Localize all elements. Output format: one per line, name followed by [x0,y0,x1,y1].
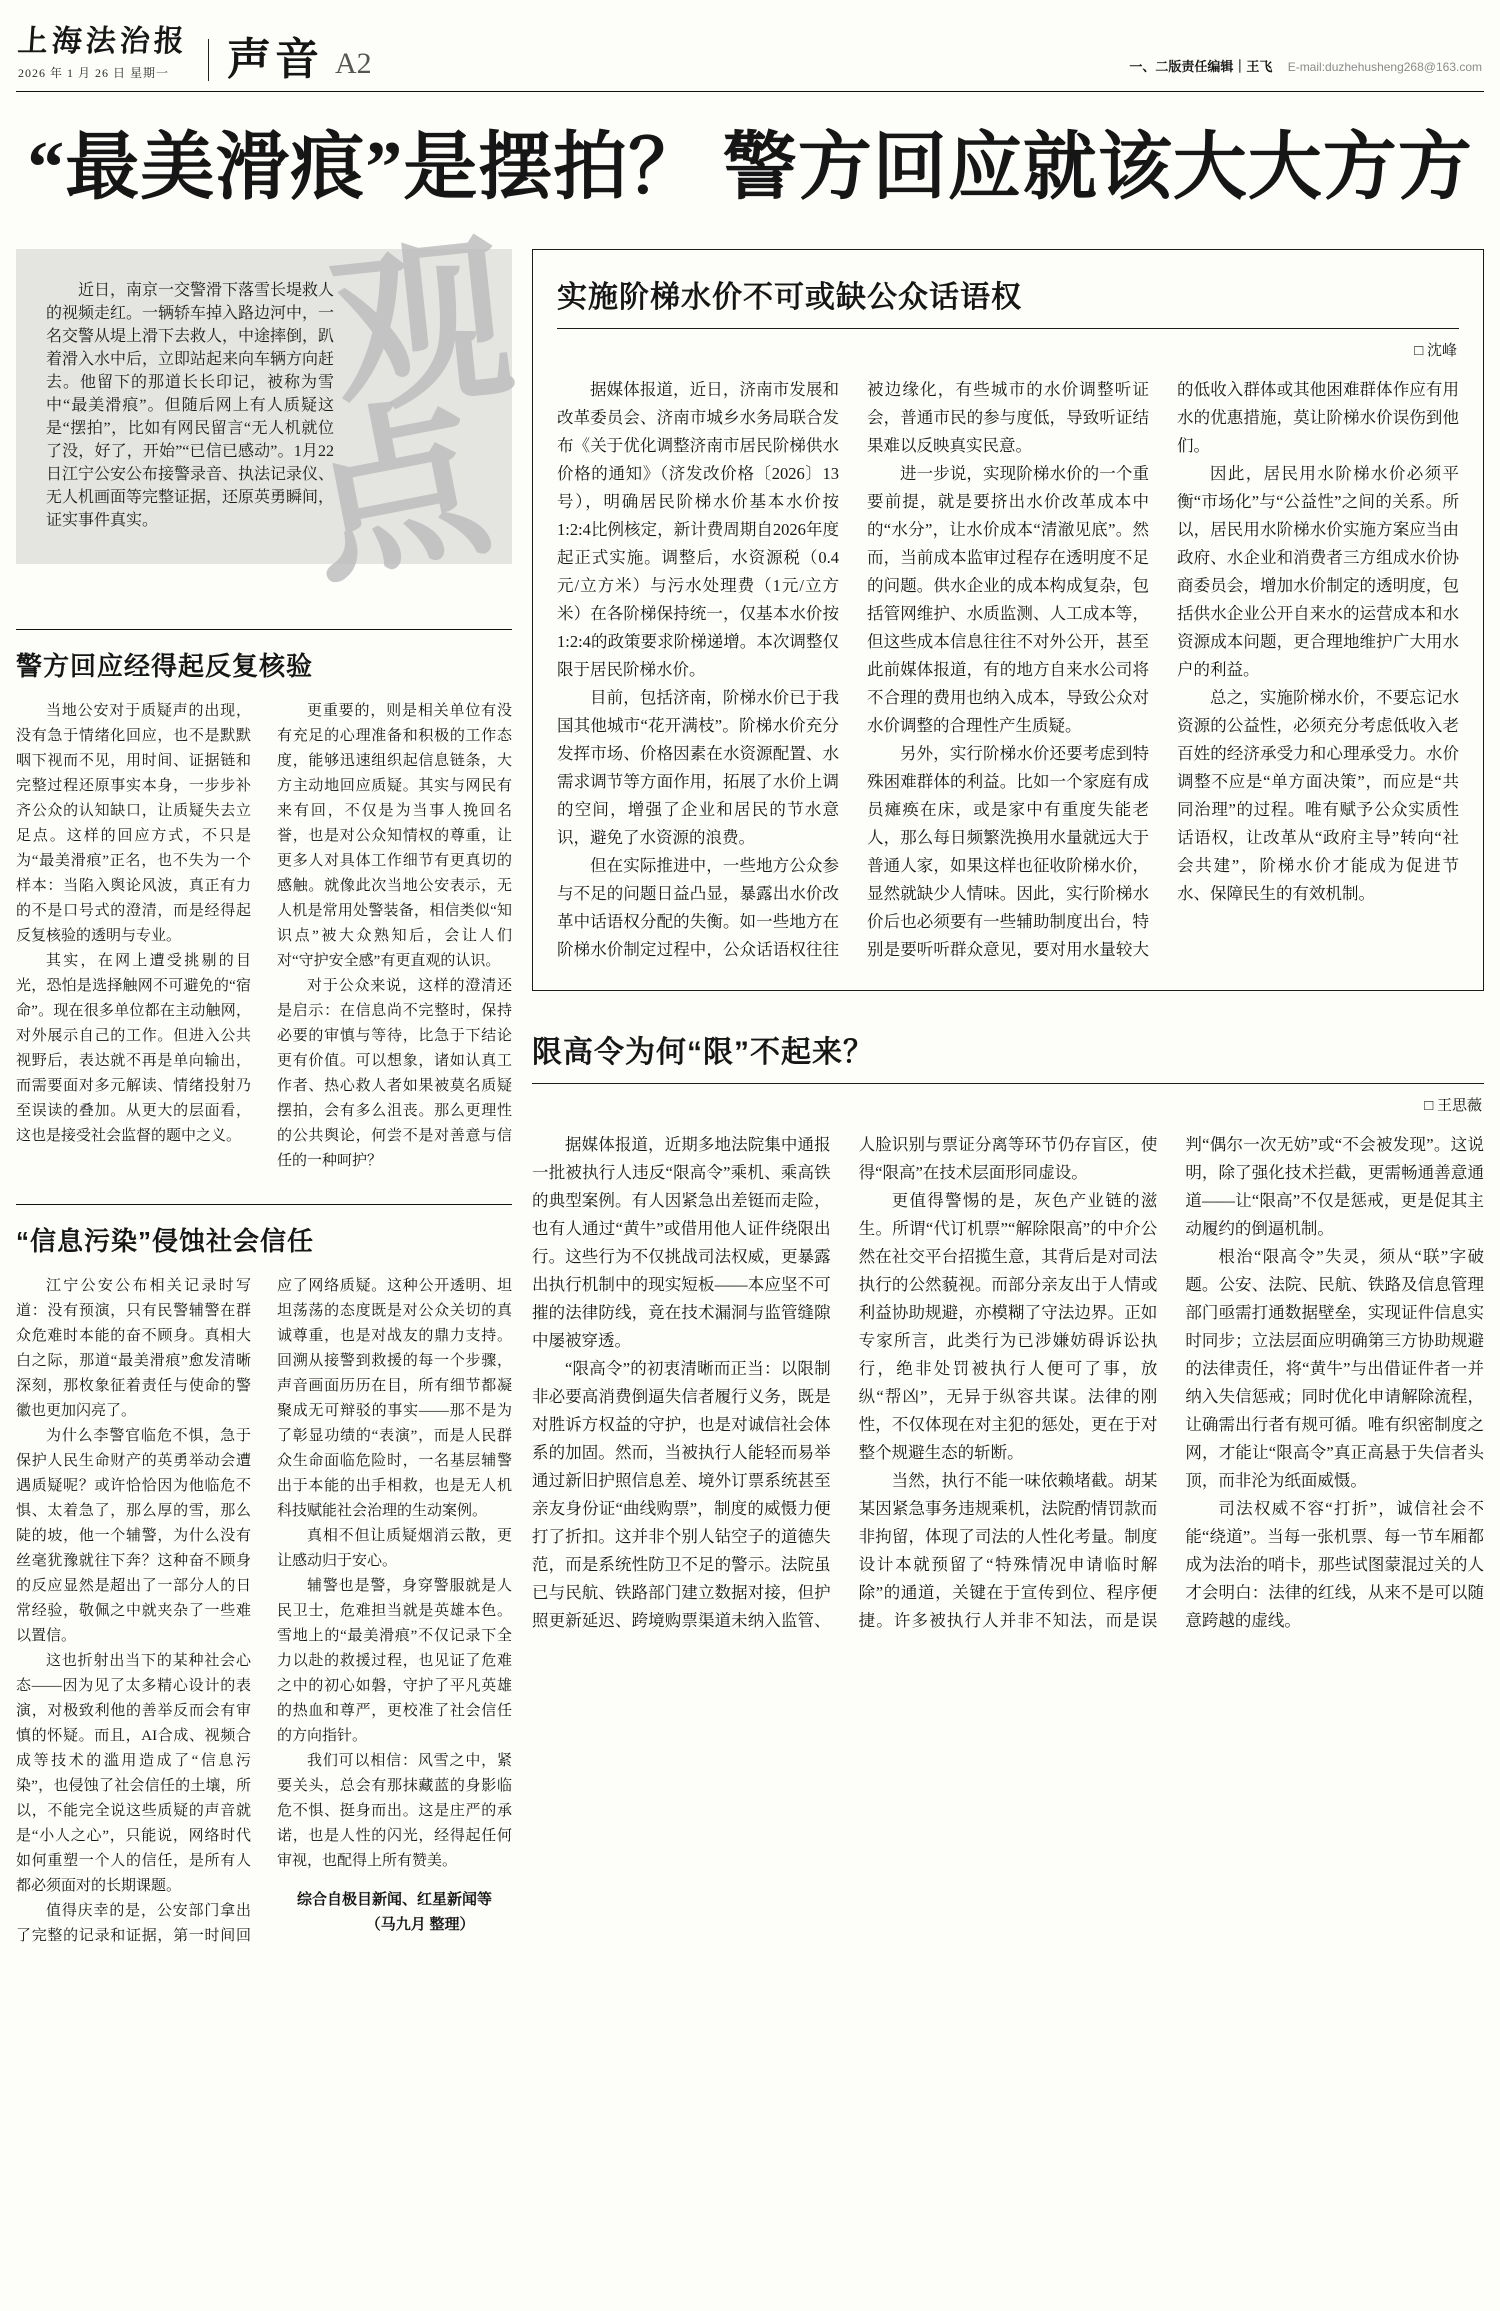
masthead-bar [16,10,1484,91]
editor-email: E-mail:duzhehusheng268@163.com [1287,60,1482,74]
body-paragraph: 为什么李警官临危不惧，急于保护人民生命财产的英勇举动会遭遇质疑呢？或许恰恰因为他临危不惧、太着急了，那么厚的雪，那么陡的坡，他一个辅警，为什么没有丝毫犹豫就往下奔？这种奋不顾身的反应显然是超出了一部分人的日常经验，敬佩之中就夹杂了一些难以置信。 [16,1428,251,1645]
right-column [532,249,1484,2271]
masthead-block [18,16,188,81]
article-title: 警方回应经得起反复核验 [16,651,314,682]
article-title: 限高令为何“限”不起来？ [532,1036,874,1070]
body-paragraph: 值得庆幸的是，公安部门拿出了完整的记录和证据，第一时间回应了网络质疑。这种公开透明、坦坦荡荡的态度既是对公众关切的真诚尊重，也是对战友的鼎力支持。回溯从接警到救援的每一个步骤，声音画面历历在目，所有细节都凝聚成无可辩驳的事实——那不是为了彰显功绩的“表演”，而是人民群众生命面临危险时，一名基层辅警出于本能的出手相救，也是无人机科技赋能社会治理的生动案例。 [16,1278,512,1945]
intro-box [16,249,512,564]
body-paragraph: 当然，执行不能一味依赖堵截。胡某某因紧急事务违规乘机，法院酌情罚款而非拘留，体现了司法的人性化考量。制度设计本就预留了“特殊情况申请临时解除”的通道，关键在于宣传到位、程序便捷。许多被执行人并非不知法，而是误判“偶尔一次无妨”或“不会被发现”。这说明，除了强化技术拦截，更需畅通善意通道——让“限高”不仅是惩戒，更是促其主动履约的倒逼机制。 [858,1135,1484,1631]
watermark-char-dian: 点 [290,378,503,608]
credit-source: 综合自极目新闻、红星新闻等 [296,1892,492,1909]
body-paragraph: 这也折射出当下的某种社会心态——因为见了太多精心设计的表演，对极致利他的善举反而会有审慎的怀疑。而且，AI合成、视频合成等技术的滥用造成了“信息污染”，也侵蚀了社会信任的土壤，所以，不能完全说这些质疑的声音就是“小人之心”，只能说，网络时代如何重塑一个人的信任，是所有人都必须面对的长期课题。 [16,1653,251,1895]
body-paragraph: 其实，在网上遭受挑剔的目光，恐怕是选择触网不可避免的“宿命”。现在很多单位都在主动触网，对外展示自己的工作。但进入公共视野后，表达就不再是单向输出，而需要面对多元解读、情绪投射乃至误读的叠加。从更大的层面看，这也是接受社会监督的题中之义。 [16,953,251,1145]
editor-line: 一、二版责任编辑｜王飞 [1129,59,1273,74]
article-water-price [532,249,1484,991]
body-paragraph: 据媒体报道，近期多地法院集中通报一批被执行人违反“限高令”乘机、乘高铁的典型案例。有人因紧急出差铤而走险，也有人通过“黄牛”或借用他人证件绕限出行。这些行为不仅挑战司法权威，更暴露出执行机制中的现实短板——本应坚不可摧的法律防线，竟在技术漏洞与监管缝隙中屡被穿透。 [532,1135,831,1351]
body-paragraph: 因此，居民用水阶梯水价必须平衡“市场化”与“公益性”之间的关系。所以，居民用水阶梯水价实施方案应当由政府、水企业和消费者三方组成水价协商委员会，增加水价制定的透明度，包括供水企业公开自来水的运营成本和水资源成本问题，更合理地维护广大用水户的利益。 [1177,464,1459,680]
body-paragraph: 当地公安对于质疑声的出现，没有急于情绪化回应，也不是默默咽下视而不见，用时间、证据链和完整过程还原事实本身，一步步补齐公众的认知缺口，让质疑失去立足点。这样的回应方式，不只是为“最美滑痕”正名，也不失为一个样本：当陷入舆论风波，真正有力的不是口号式的澄清，而是经得起反复核验的透明与专业。 [16,703,251,945]
main-headline: “最美滑痕”是摆拍？ 警方回应就该大大方方 [27,127,1473,209]
body-paragraph: 总之，实施阶梯水价，不要忘记水资源的公益性，必须充分考虑低收入老百姓的经济承受力和心理承受力。水价调整不应是“单方面决策”，而应是“共同治理”的过程。唯有赋予公众实质性话语权，让改革从“政府主导”转向“社会共建”，阶梯水价才能成为促进节水、保障民生的有效机制。 [1177,688,1459,904]
article-body [532,1131,1484,2271]
paragraph-list [16,699,512,1174]
paragraph-list [557,376,1459,964]
body-paragraph: 辅警也是警，身穿警服就是人民卫士，危难担当就是英雄本色。雪地上的“最美滑痕”不仅记录下全力以赴的救援过程，也见证了危难之中的初心如磐，守护了平凡英雄的热血和尊严，更校准了社会信任的方向指针。 [277,1578,512,1745]
article-travel-ban [532,1027,1484,2271]
credit-editor: （马九月 整理） [365,1917,475,1934]
section-block [208,35,372,85]
paragraph-list [16,1274,512,1949]
body-paragraph: 司法权威不容“打折”，诚信社会不能“绕道”。当每一张机票、每一节车厢都成为法治的哨卡，那些试图蒙混过关的人才会明白：法律的红线，从来不是可以随意跨越的虚线。 [1185,1499,1484,1631]
body-paragraph: 更值得警惕的是，灰色产业链的滋生。所谓“代订机票”“解除限高”的中介公然在社交平台招揽生意，其背后是对司法执行的公然藐视。而部分亲友出于人情或利益协助规避，亦模糊了守法边界。正如专家所言，此类行为已涉嫌妨碍诉讼执行，绝非处罚被执行人便可了事，放纵“帮凶”，无异于纵容共谋。法律的刚性，不仅体现在对主犯的惩处，更在于对整个规避生态的斩断。 [858,1191,1158,1463]
paragraph-list [532,1131,1484,1635]
content-area [16,220,1484,2271]
article-body [557,376,1459,964]
title-divider [532,1083,1484,1084]
article-title: “信息污染”侵蚀社会信任 [16,1226,315,1257]
body-paragraph: 我们可以相信：风雪之中，紧要关头，总会有那抹藏蓝的身影临危不惧、挺身而出。这是庄严的承诺，也是人性的闪光，经得起任何审视，也配得上所有赞美。 [277,1753,512,1870]
body-paragraph: 根治“限高令”失灵，须从“联”字破题。公安、法院、民航、铁路及信息管理部门亟需打通数据壁垒，实现证件信息实时同步；立法层面应明确第三方协助规避的法律责任，将“黄牛”与出借证件者一并纳入失信惩戒；同时优化申请解除流程，让确需出行者有规可循。唯有织密制度之网，才能让“限高令”真正高悬于失信者头顶，而非沦为纸面威慑。 [1185,1247,1484,1491]
article-police-response [16,629,512,1174]
article-byline: □ 沈峰 [1414,343,1457,360]
article-body [16,699,512,1174]
body-paragraph: 更重要的，则是相关单位有没有充足的心理准备和积极的工作态度，能够迅速组织起信息链条，大方主动地回应质疑。其实与网民有来有回，不仅是为当事人挽回名誉，也是对公众知情权的尊重，让更多人对具体工作细节有更真切的感触。就像此次当地公安表示，无人机是常用处警装备，相信类似“知识点”被大众熟知后，会让人们对“守护安全感”有更直观的认识。 [277,703,512,970]
page-number: A2 [335,47,372,80]
article-title: 实施阶梯水价不可或缺公众话语权 [557,281,1022,315]
editor-block [1129,56,1482,81]
left-column [16,220,521,1949]
paper-date: 2026 年 1 月 26 日 星期一 [18,66,170,80]
article-body [16,1274,512,1949]
article-byline: □ 王思薇 [1424,1098,1482,1115]
body-paragraph: 目前，包括济南，阶梯水价已于我国其他城市“花开满枝”。阶梯水价充分发挥市场、价格因素在水资源配置、水需求调节等方面作用，拓展了水价上调的空间，增强了企业和居民的节水意识，避免了水资源的浪费。 [557,688,839,848]
body-paragraph: 对于公众来说，这样的澄清还是启示：在信息尚不完整时，保持必要的审慎与等待，比急于下结论更有价值。可以想象，诸如认真工作者、热心救人者如果被莫名质疑摆拍，会有多么沮丧。那么更理性的公共舆论，何尝不是对善意与信任的一种呵护？ [277,978,512,1170]
body-paragraph: 另外，实行阶梯水价还要考虑到特殊困难群体的利益。比如一个家庭有成员瘫痪在床，或是家中有重度失能老人，那么每日频繁洗换用水量就远大于普通人家，如果这样也征收阶梯水价，显然就缺少人情味。因此，实行阶梯水价后也必须要有一些辅助制度出台，特别是要听听群众意见，要对用水量较大的低收入群体或其他困难群体作应有用水的优惠措施，莫让阶梯水价误伤到他们。 [867,380,1459,960]
body-paragraph: 进一步说，实现阶梯水价的一个重要前提，就是要挤出水价改革成本中的“水分”，让水价成本“清澈见底”。然而，当前成本监审过程存在透明度不足的问题。供水企业的成本构成复杂，包括管网维护、水质监测、人工成本等，但这些成本信息往往不对外公开，甚至此前媒体报道，有的地方自来水公司将不合理的费用也纳入成本，导致公众对水价调整的合理性产生质疑。 [867,464,1149,736]
section-name: 声音 [227,35,323,85]
watermark-char-guan: 观 [323,220,521,437]
body-paragraph: 真相不但让质疑烟消云散，更让感动归于安心。 [277,1528,512,1570]
body-paragraph: “限高令”的初衷清晰而正当：以限制非必要高消费倒逼失信者履行义务，既是对胜诉方权益的守护，也是对诚信社会体系的加固。然而，当被执行人能轻而易举通过新旧护照信息差、境外订票系统甚至亲友身份证“曲线购票”，制度的威慑力便打了折扣。这并非个别人钻空子的道德失范，而是系统性防卫不足的警示。法院虽已与民航、铁路部门建立数据对接，但护照更新延迟、跨境购票渠道未纳入监管、人脸识别与票证分离等环节仍存盲区，使得“限高”在技术层面形同虚设。 [532,1135,1158,1631]
article-info-pollution [16,1204,512,1949]
body-paragraph: 但在实际推进中，一些地方公众参与不足的问题日益凸显，暴露出水价改革中话语权分配的失衡。如一些地方在阶梯水价制定过程中，公众话语权往往被边缘化，有些城市的水价调整听证会，普通市民的参与度低，导致听证结果难以反映真实民意。 [557,380,1149,960]
paper-name: 上海法治报 [16,25,189,58]
title-divider [557,328,1459,329]
body-paragraph: 据媒体报道，近日，济南市发展和改革委员会、济南市城乡水务局联合发布《关于优化调整济南市居民阶梯供水价格的通知》（济发改价格〔2026〕13号），明确居民阶梯水价基本水价按1:2:4比例核定，新计费周期自2026年度起正式实施。调整后，水资源税（0.4元/立方米）与污水处理费（1元/立方米）在各阶梯保持统一，仅基本水价按1:2:4的政策要求阶梯递增。本次调整仅限于居民阶梯水价。 [557,380,839,680]
body-paragraph: 江宁公安公布相关记录时写道：没有预演，只有民警辅警在群众危难时本能的奋不顾身。真相大白之际，那道“最美滑痕”愈发清晰深刻，那枚象征着责任与使命的警徽也更加闪亮了。 [16,1278,251,1420]
intro-text: 近日，南京一交警滑下落雪长堤救人的视频走红。一辆轿车掉入路边河中，一名交警从堤上滑下去救人，中途摔倒，趴着滑入水中后，立即站起来向车辆方向赶去。他留下的那道长长印记，被称为雪中“最美滑痕”。但随后网上有人质疑这是“摆拍”，比如有网民留言“无人机就位了没，好了，开始”“已信已感动”。1月22日江宁公安公布接警录音、执法记录仪、无人机画面等完整证据，还原英勇瞬间，证实事件真实。 [46,282,335,530]
intro-section [16,220,521,608]
